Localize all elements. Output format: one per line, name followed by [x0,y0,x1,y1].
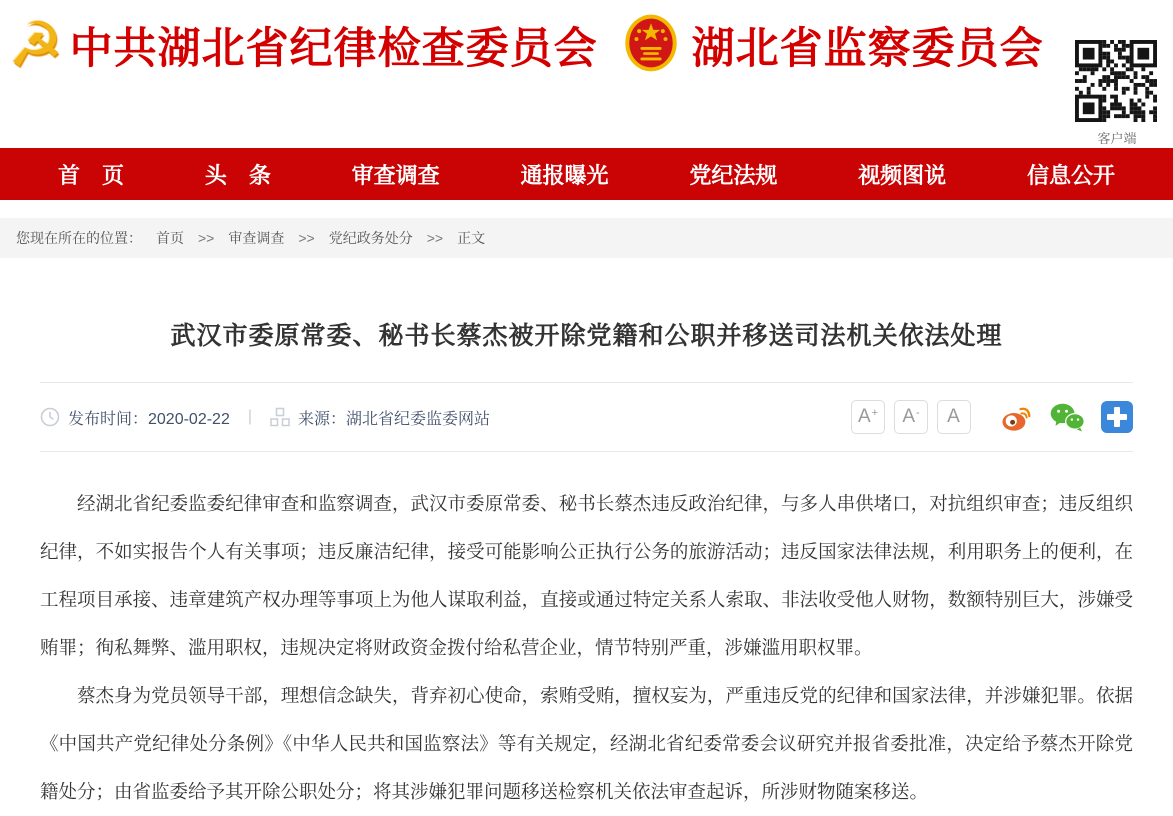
qr-caption: 客户端 [1097,131,1137,146]
breadcrumb-separator: >> [426,230,444,246]
breadcrumb-item-discipline[interactable]: 党纪政务处分 [328,230,413,246]
font-increase-button[interactable]: A + [851,400,885,434]
nav-item-regulations[interactable]: 党纪法规 [689,162,778,188]
font-decrease-button[interactable]: A - [894,400,928,434]
share-more-icon[interactable] [1101,401,1133,433]
nav-item-disclosure[interactable]: 信息公开 [1026,162,1115,188]
article [0,316,1173,816]
breadcrumb-item-current[interactable]: 正文 [457,230,486,246]
breadcrumb [0,218,1173,258]
nav-item-video[interactable]: 视频图说 [858,162,947,188]
qr-code [1075,40,1157,122]
source-label: 来源：湖北省纪委监委网站 [298,410,491,428]
qr-block [1075,40,1159,147]
weibo-share-icon[interactable] [1001,402,1033,432]
meta-separator: | [247,408,253,425]
nav-item-home[interactable]: 首 页 [58,162,125,188]
article-paragraph: 蔡杰身为党员领导干部，理想信念缺失，背弃初心使命，索贿受贿，擅权妄为，严重违反党的纪律和国家法律，并涉嫌犯罪。依据《中国共产党纪律处分条例》《中华人民共和国监察法》等有关规定，经湖北省纪委常委会议研究并报省委批准，决定给予蔡杰开除党籍处分；由省监委给予其开除公职处分；将其涉嫌犯罪问题移送检察机关依法审查起诉，所涉财物随案移送。 [40,685,1133,802]
article-meta-bar [40,382,1133,452]
clock-icon [40,407,60,427]
source-icon [270,407,290,427]
breadcrumb-item-investigation[interactable]: 审查调查 [228,230,285,246]
site-title-left: 中共湖北省纪律检查委员会 [69,25,598,73]
article-title: 武汉市委原常委、秘书长蔡杰被开除党籍和公职并移送司法机关依法处理 [170,322,1003,350]
site-header [0,0,1173,148]
font-reset-button[interactable]: A [937,400,971,434]
breadcrumb-separator: >> [298,230,315,246]
publish-time: 发布时间：2020-02-22 [68,410,230,428]
site-title-right: 湖北省监察委员会 [691,25,1044,73]
national-emblem-icon [624,14,678,77]
main-nav [0,148,1173,200]
article-body [40,480,1133,816]
party-emblem-icon: ☭ [8,10,64,80]
nav-item-investigation[interactable]: 审查调查 [351,162,440,188]
nav-item-exposure[interactable]: 通报曝光 [520,162,609,188]
breadcrumb-label: 您现在所在的位置： [16,230,142,246]
article-paragraph: 经湖北省纪委监委纪律审查和监察调查，武汉市委原常委、秘书长蔡杰违反政治纪律，与多人串供堵口，对抗组织审查；违反组织纪律，不如实报告个人有关事项；违反廉洁纪律，接受可能影响公正执行公务的旅游活动；违反国家法律法规，利用职务上的便利，在工程项目承接、违章建筑产权办理等事项上为他人谋取利益，直接或通过特定关系人索取、非法收受他人财物，数额特别巨大，涉嫌受贿罪；徇私舞弊、滥用职权，违规决定将财政资金拨付给私营企业，情节特别严重，涉嫌滥用职权罪。 [40,493,1133,658]
breadcrumb-separator: >> [198,230,215,246]
nav-item-headlines[interactable]: 头 条 [204,162,271,188]
breadcrumb-item-home[interactable]: 首页 [156,230,184,246]
wechat-share-icon[interactable] [1049,402,1085,432]
